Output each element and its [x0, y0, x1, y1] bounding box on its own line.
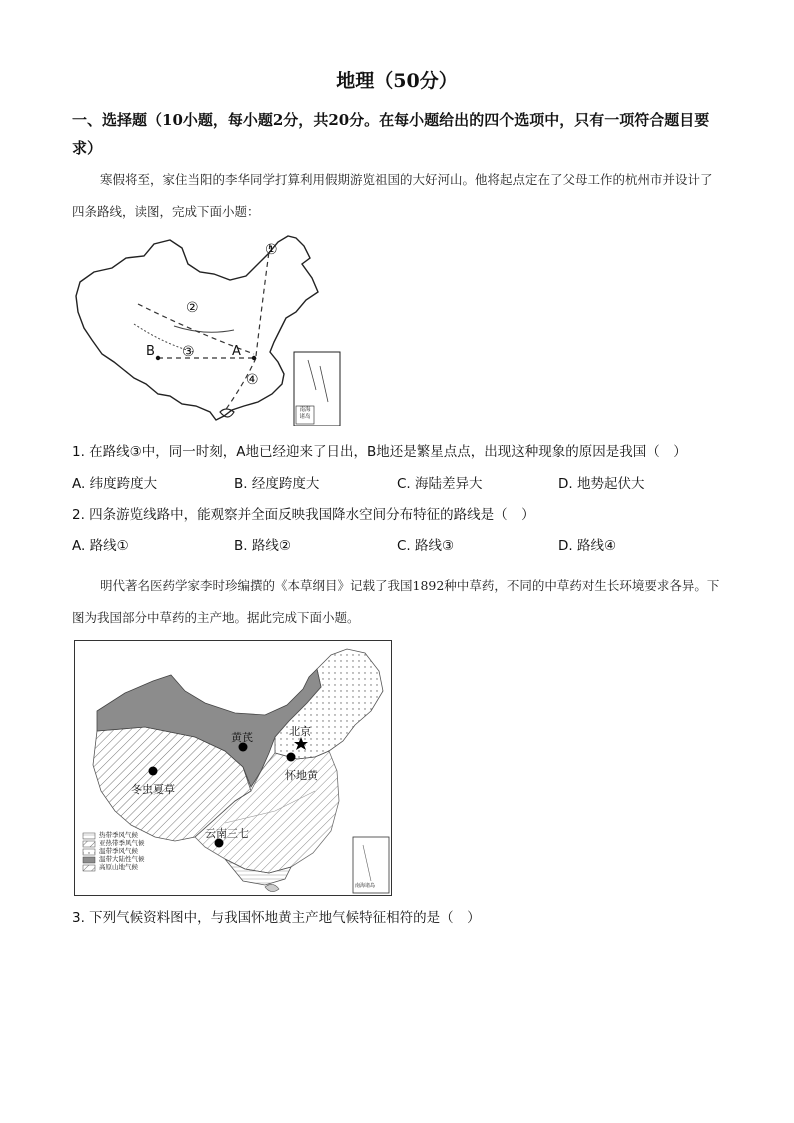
question-2-stem: 2. 四条游览线路中，能观察并全面反映我国降水空间分布特征的路线是（ ）: [72, 507, 535, 523]
q1-option-b: B. 经度跨度大: [234, 476, 320, 492]
route-label-1: ①: [265, 242, 278, 258]
q1-option-a: A. 纬度跨度大: [72, 476, 158, 492]
legend-subtropical: 亚热带季风气候: [99, 839, 145, 847]
page-title: 地理（50分）: [336, 70, 458, 92]
point-a-label: A: [232, 344, 241, 359]
legend-temperate-monsoon: 温带季风气候: [99, 847, 138, 855]
point-b-label: B: [146, 344, 155, 359]
place-yunnan-sanqi: 云南三七: [205, 827, 249, 840]
question-3-stem: 3. 下列气候资料图中，与我国怀地黄主产地气候特征相符的是（ ）: [72, 910, 481, 926]
legend-tropical: 热带季风气候: [99, 831, 138, 839]
q1-option-d: D. 地势起伏大: [558, 476, 645, 492]
place-beijing: 北京: [289, 725, 311, 738]
q2-option-c: C. 路线③: [397, 538, 455, 554]
q2-option-a: A. 路线①: [72, 538, 129, 554]
place-huangqi: 黄芪: [231, 731, 253, 744]
question-1-stem: 1. 在路线③中，同一时刻，A地已经迎来了日出，B地还是繁星点点，出现这种现象的原因是我国（ ）: [72, 444, 687, 460]
herb-climate-map: [74, 640, 392, 896]
route-label-2: ②: [186, 300, 199, 316]
section-heading: 一、选择题（10小题，每小题2分，共20分。在每小题给出的四个选项中，只有一项符合题目要求）: [72, 111, 710, 157]
q2-option-d: D. 路线④: [558, 538, 617, 554]
passage-1: 寒假将至，家住当阳的李华同学打算利用假期游览祖国的大好河山。他将起点定在了父母工作的杭州市并设计了四条路线，读图，完成下面小题：: [72, 172, 713, 219]
q2-option-b: B. 路线②: [234, 538, 291, 554]
q1-option-c: C. 海陆差异大: [397, 476, 483, 492]
passage-2: 明代著名医药学家李时珍编撰的《本草纲目》记载了我国1892种中草药，不同的中草药对生长环境要求各异。下图为我国部分中草药的主产地。据此完成下面小题。: [72, 578, 720, 625]
route-label-4: ④: [246, 372, 259, 388]
legend-plateau: 高原山地气候: [99, 863, 138, 871]
china-routes-map: [74, 234, 374, 426]
legend-temperate-continental: 温带大陆性气候: [99, 855, 145, 863]
inset-label-2: 南海诸岛: [355, 883, 376, 889]
place-dongchongxiacao: 冬虫夏草: [131, 783, 175, 796]
inset-label-1: 南海诸岛: [299, 407, 311, 420]
route-label-3: ③: [182, 344, 195, 360]
place-huaidihuang: 怀地黄: [285, 769, 318, 782]
china-outline-figure: [74, 234, 374, 426]
